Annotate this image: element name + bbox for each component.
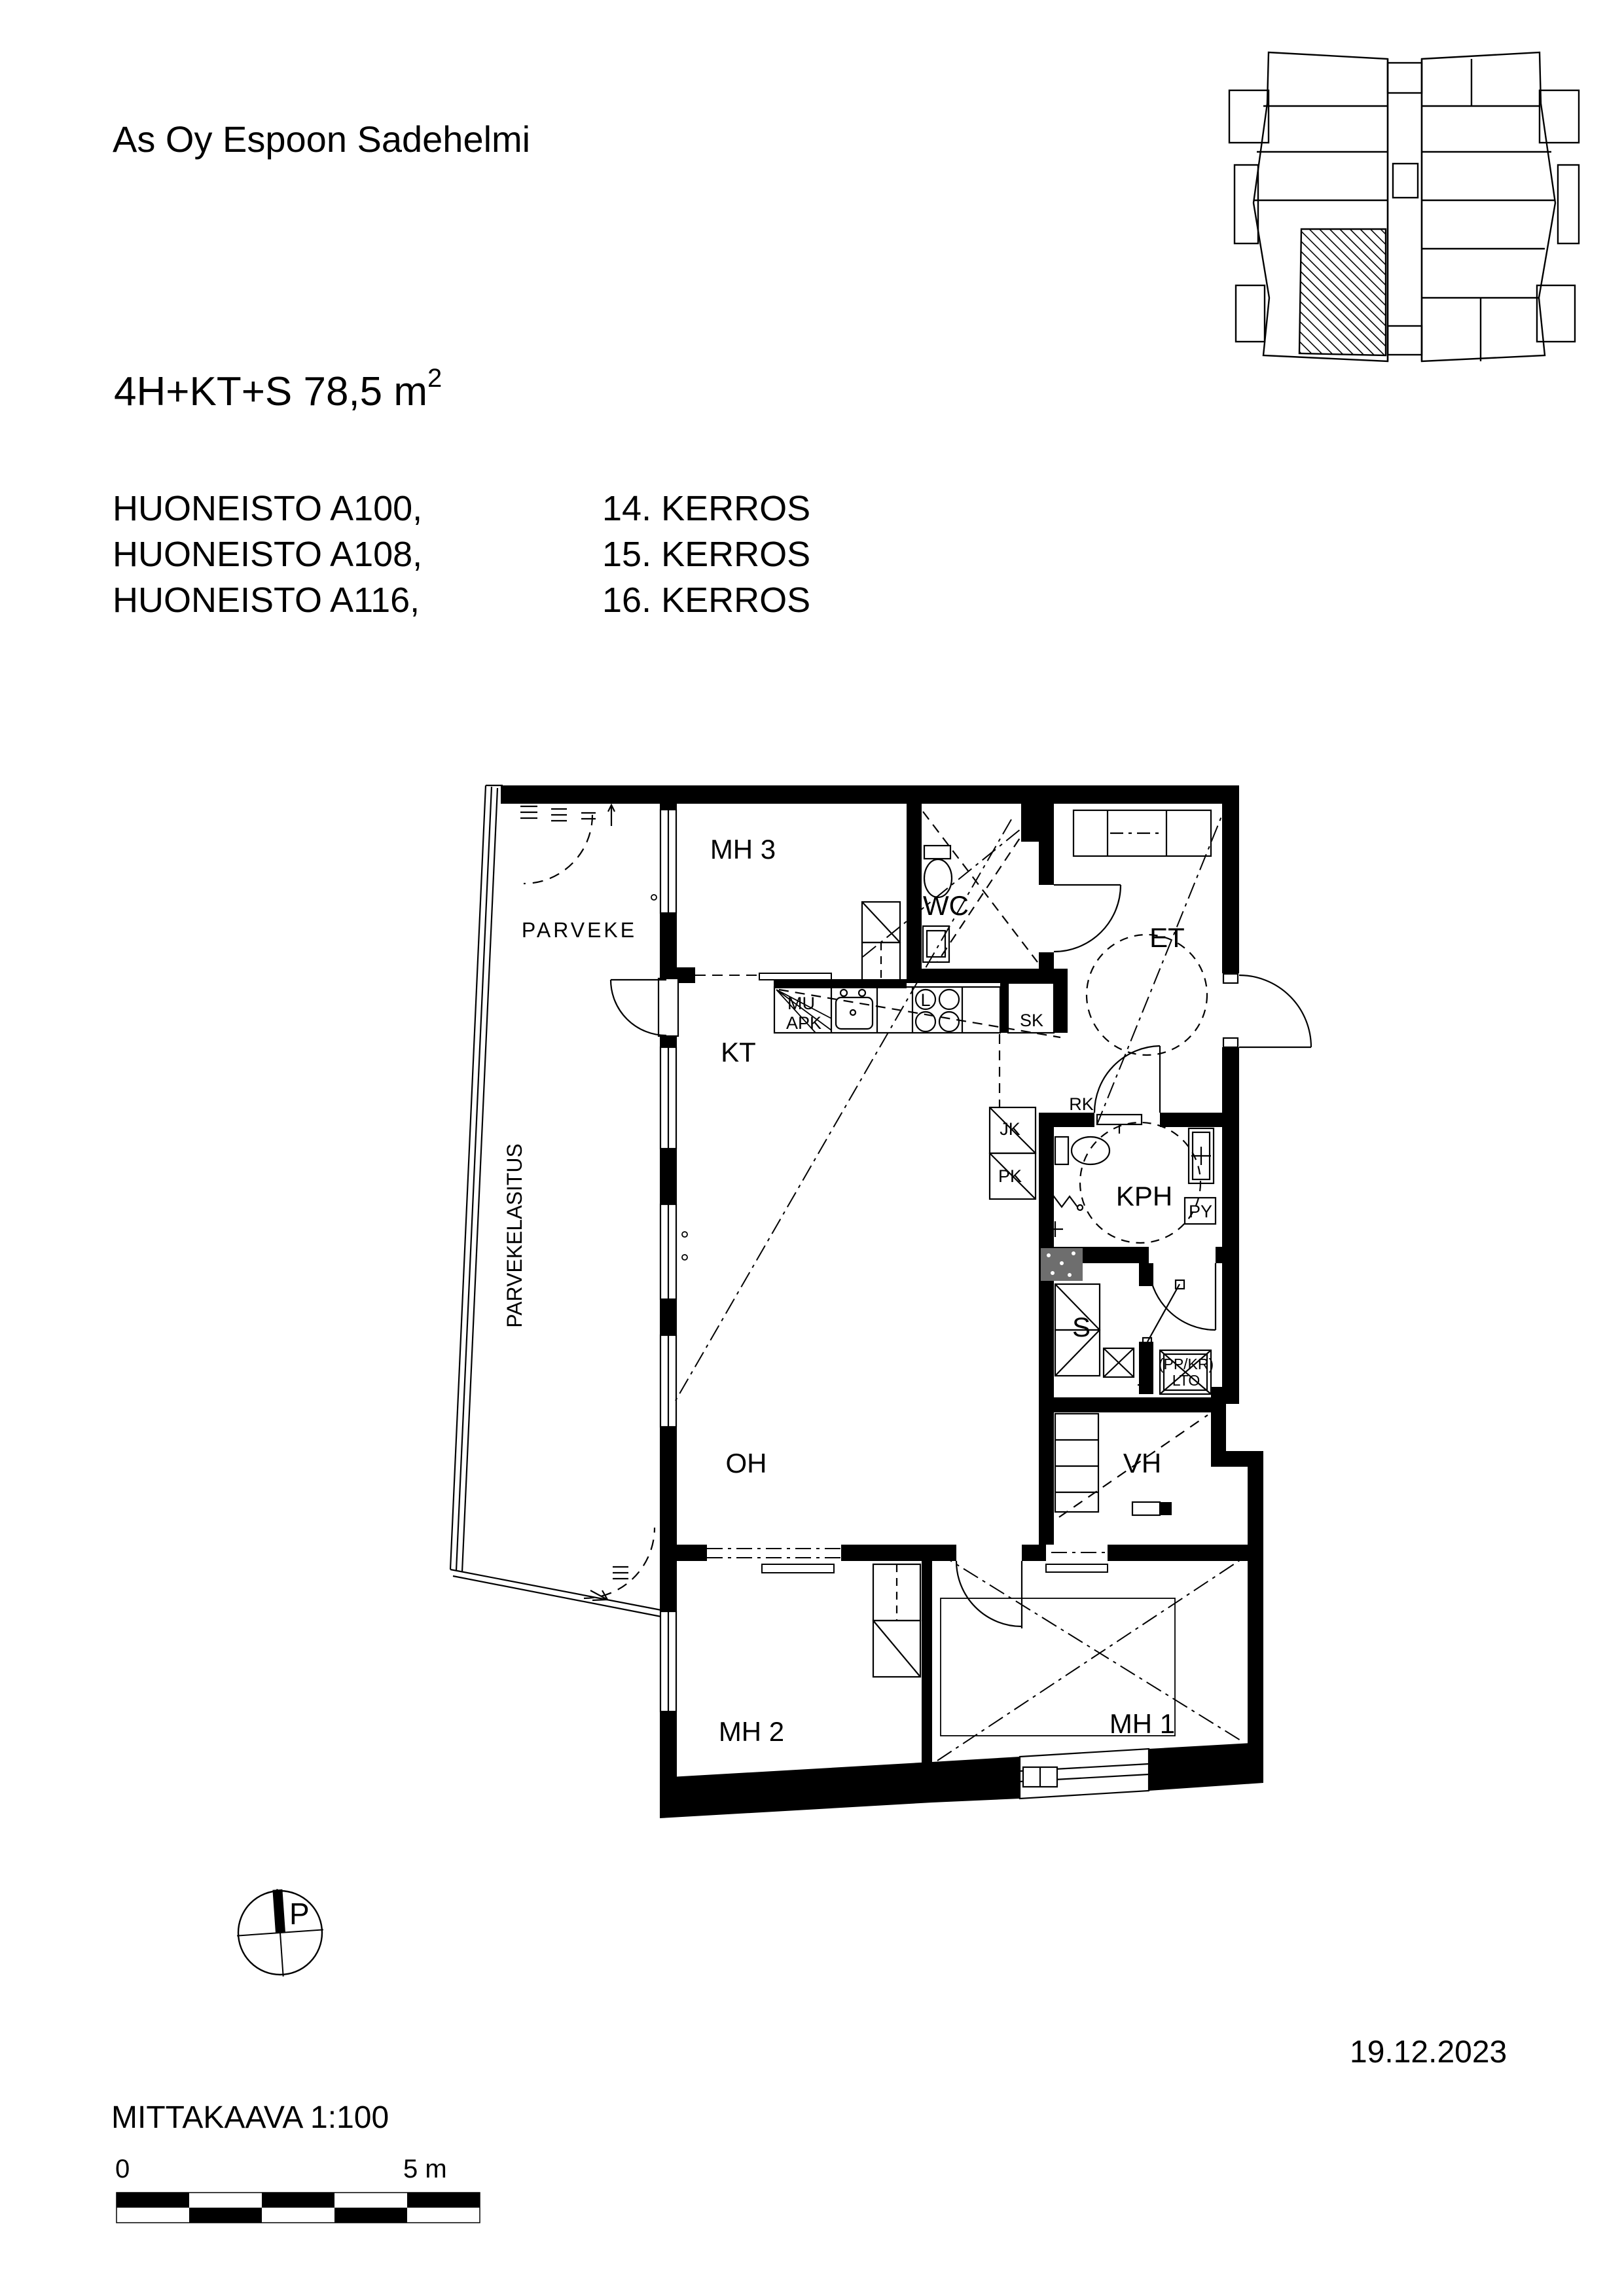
kitchen <box>774 983 1142 1199</box>
window <box>660 810 676 913</box>
project-title: As Oy Espoon Sadehelmi <box>113 118 531 160</box>
room-label-parveke: PARVEKE <box>521 918 638 942</box>
label-apk: APK <box>785 1013 822 1033</box>
window <box>660 1204 676 1299</box>
room-label-wc: WC <box>923 890 969 921</box>
unit-floor: 14. KERROS <box>602 489 811 528</box>
scale-start-label: 0 <box>115 2155 130 2183</box>
room-label-kt: KT <box>721 1037 756 1067</box>
floor-plan <box>450 785 1311 1818</box>
washbasin-icon <box>923 926 949 962</box>
label-l: L <box>920 990 931 1010</box>
room-label-mh1: MH 1 <box>1109 1708 1176 1739</box>
label-jk: JK <box>1000 1119 1020 1139</box>
toilet-icon <box>1055 1137 1110 1164</box>
washbasin-icon <box>1189 1128 1214 1183</box>
label-pk: PK <box>998 1166 1022 1186</box>
label-py: PY <box>1188 1202 1213 1221</box>
label-lto: LTO <box>1172 1372 1200 1389</box>
label-rk: RK <box>1069 1094 1094 1114</box>
room-label-kph: KPH <box>1115 1181 1173 1211</box>
north-arrow-icon <box>272 1890 285 1933</box>
key-plan-apartment-highlight <box>1299 229 1386 355</box>
room-label-parvekelasitus: PARVEKELASITUS <box>503 1143 526 1328</box>
scale-bar <box>117 2193 480 2223</box>
kph-door <box>1094 1046 1160 1113</box>
label-ppkr: (PP/KR) <box>1158 1355 1214 1372</box>
scale-end-label: 5 m <box>403 2155 447 2183</box>
hall-wardrobe <box>1074 810 1211 1055</box>
sauna-heater-icon <box>1104 1348 1134 1377</box>
unit-name: HUONEISTO A116, <box>113 581 420 620</box>
sink-icon <box>836 990 873 1029</box>
window <box>660 1611 676 1712</box>
area-superscript: 2 <box>427 364 442 393</box>
north-label: P <box>289 1897 310 1931</box>
key-plan <box>1229 52 1579 361</box>
room-label-et: ET <box>1149 922 1185 953</box>
window <box>660 1335 676 1427</box>
room-label-s: S <box>1072 1312 1091 1342</box>
unit-floor: 15. KERROS <box>602 535 811 574</box>
balcony-glazing <box>450 785 661 1617</box>
electrical-panel-icon <box>1097 1115 1142 1134</box>
mh2-wardrobe <box>873 1564 920 1677</box>
north-compass <box>234 1886 326 1980</box>
wc-door <box>1054 885 1121 952</box>
room-label-oh: OH <box>725 1448 767 1479</box>
drawing-date: 19.12.2023 <box>1350 2035 1507 2070</box>
sauna-room <box>1055 1284 1152 1392</box>
mh1-door <box>956 1561 1022 1628</box>
window <box>660 1047 676 1149</box>
unit-floor: 16. KERROS <box>602 581 811 620</box>
entry-door <box>1223 974 1311 1047</box>
unit-name: HUONEISTO A108, <box>113 535 423 574</box>
sauna-door <box>1143 1280 1184 1346</box>
scale-label: MITTAKAAVA 1:100 <box>111 2100 389 2135</box>
window-mh1 <box>1020 1749 1149 1799</box>
unit-name: HUONEISTO A100, <box>113 489 423 528</box>
room-label-vh: VH <box>1123 1448 1162 1479</box>
balcony-door <box>611 978 678 1036</box>
doors <box>611 885 1311 1628</box>
label-mu: MU <box>787 994 815 1013</box>
apartment-type-text: 4H+KT+S 78,5 m <box>114 369 428 414</box>
turning-circle <box>1087 935 1207 1055</box>
label-sk: SK <box>1019 1011 1044 1030</box>
wc-room <box>923 812 1038 962</box>
room-label-mh3: MH 3 <box>710 834 776 865</box>
room-label-mh2: MH 2 <box>718 1716 785 1747</box>
